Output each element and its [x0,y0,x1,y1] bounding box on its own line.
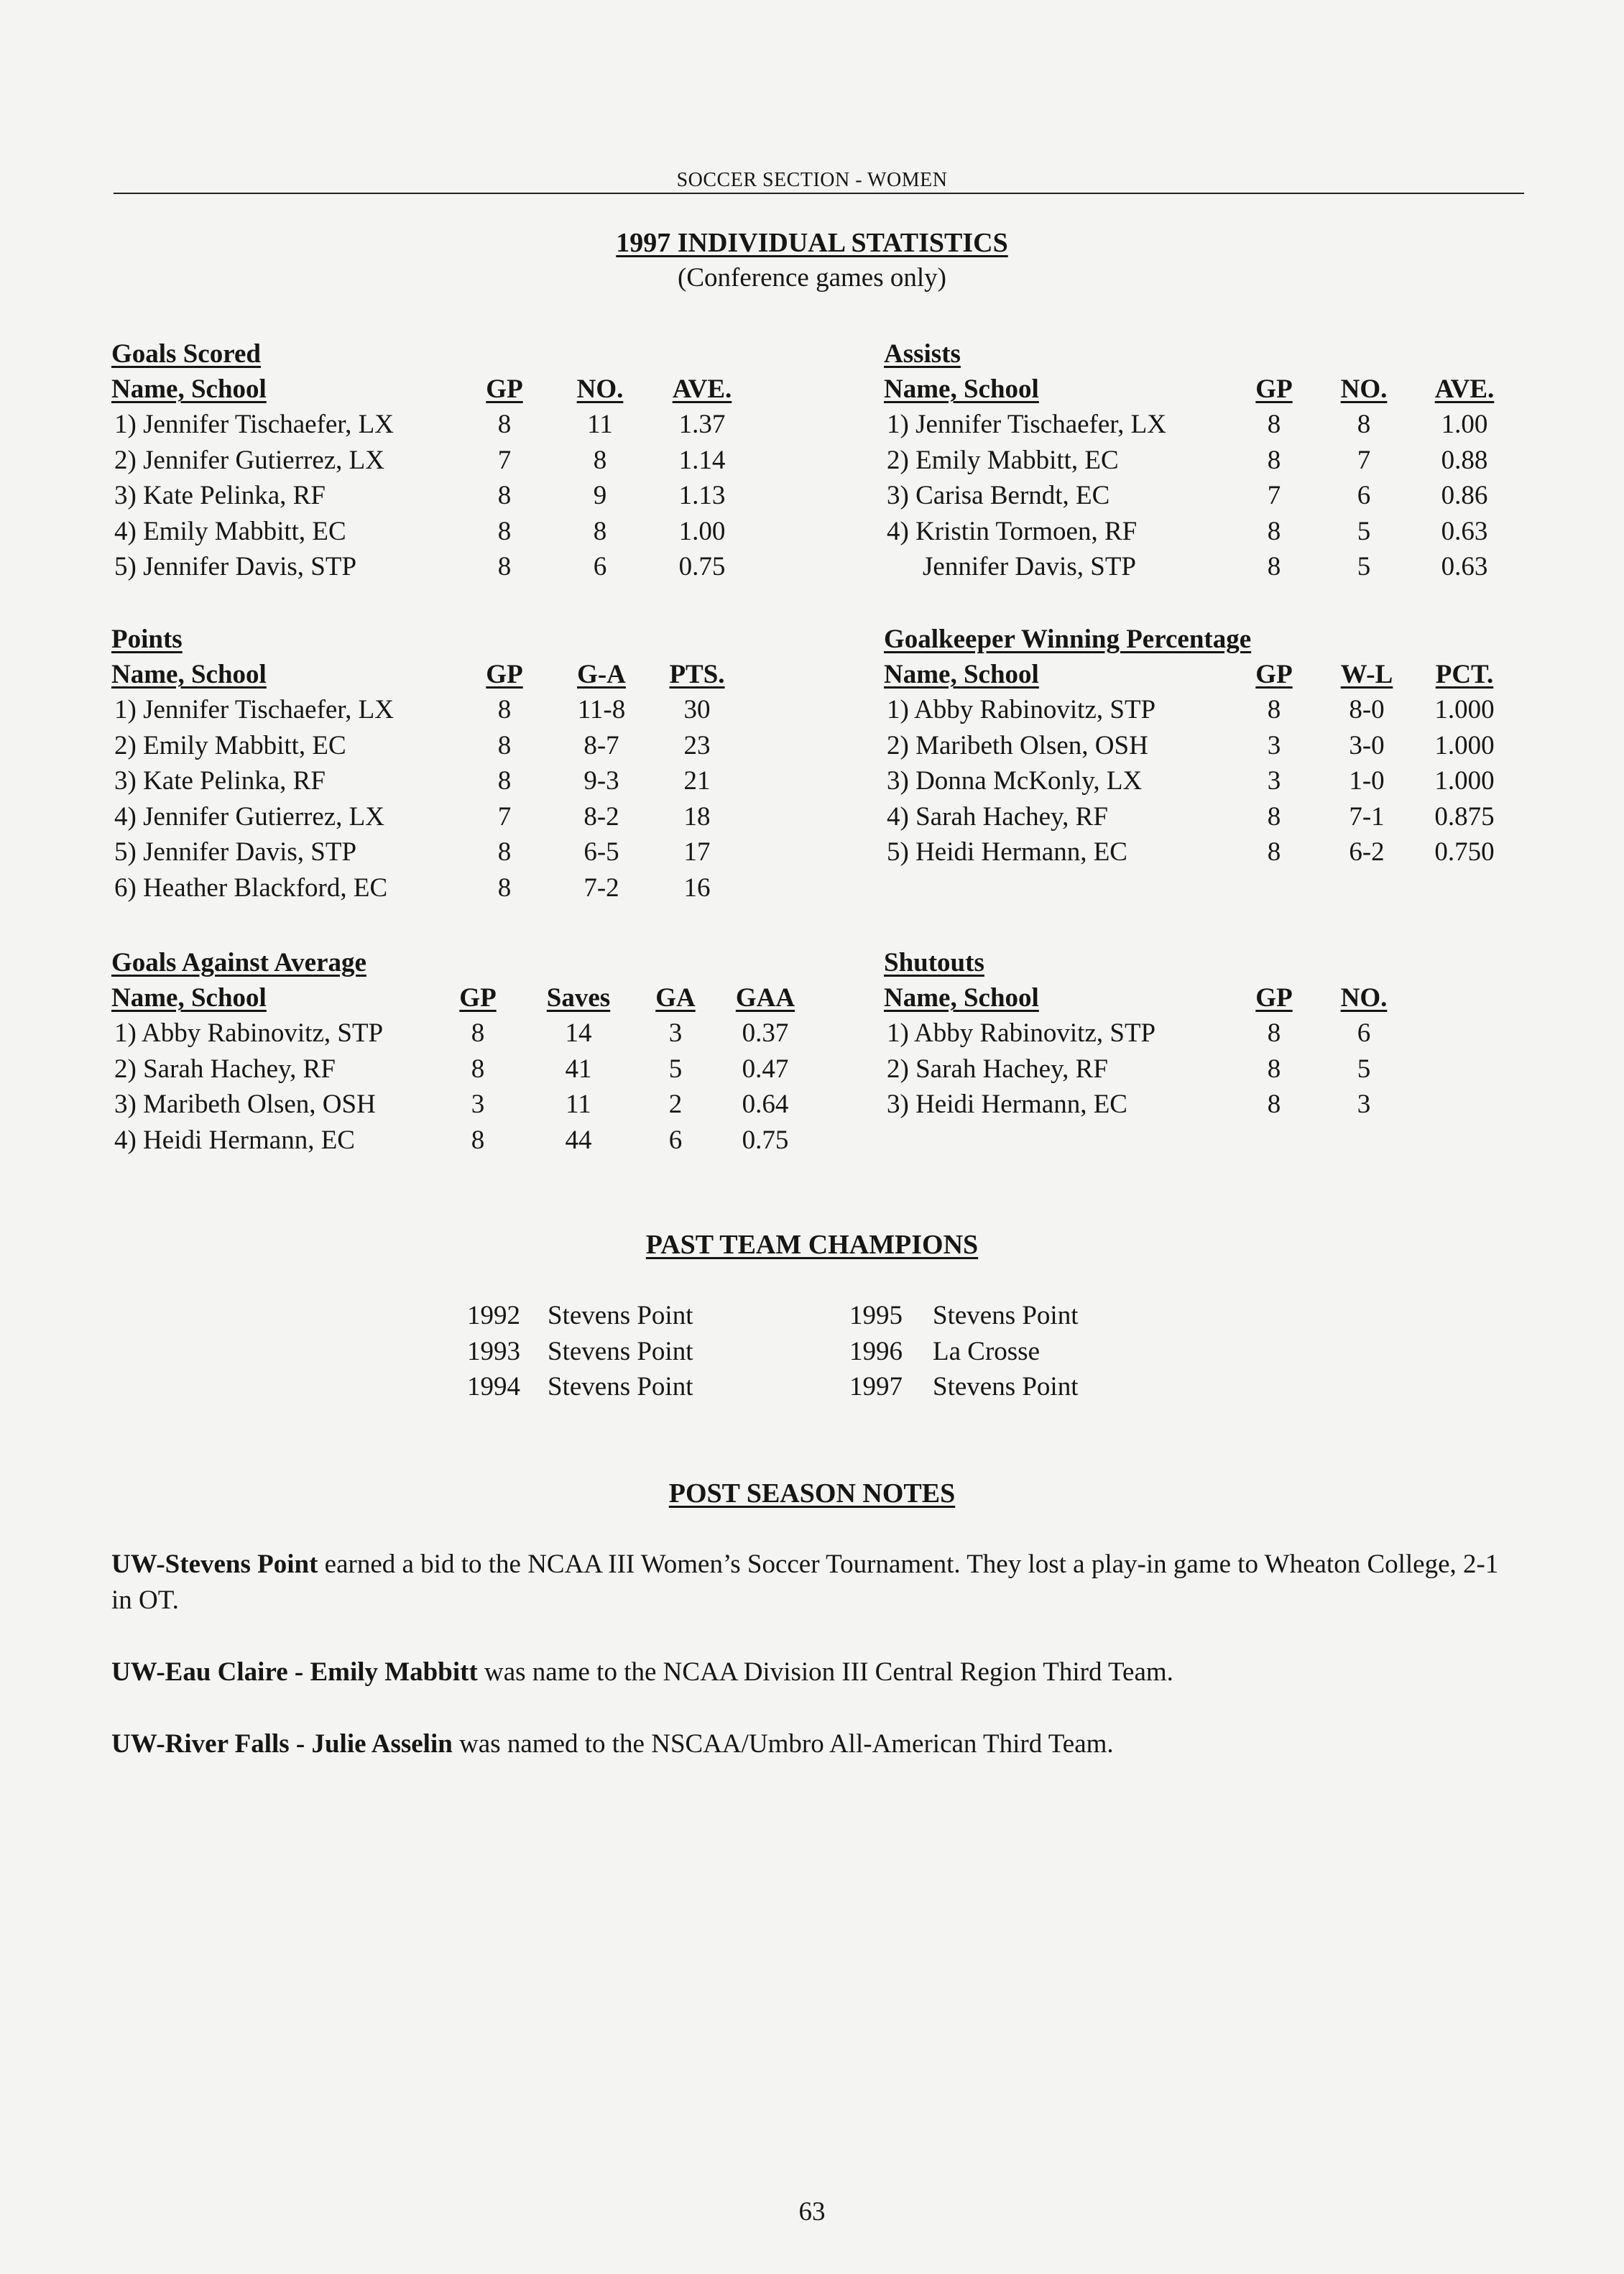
stat-cell: 6 [668,1125,683,1155]
column-header: GP [486,660,523,689]
stat-cell: 7-1 [1349,801,1385,832]
stat-cell: 1.000 [1434,766,1495,796]
pt-header-row [111,657,830,693]
as-section-title: Assists [884,339,961,369]
stat-cell: 1.37 [678,410,726,439]
column-header: GP [1255,660,1293,689]
table-row [884,834,1602,870]
player-name-cell: 2) Emily Mabbitt, EC [887,445,1119,475]
champion-team: Stevens Point [933,1372,1079,1401]
stat-cell: 8 [497,516,512,546]
stat-cell: 8 [471,1125,485,1155]
stat-cell: 0.47 [742,1054,789,1084]
table-row [111,407,830,443]
player-name-cell: 2) Sarah Hachey, RF [114,1054,336,1084]
champion-team: Stevens Point [548,1336,693,1366]
stat-cell: 17 [683,837,711,867]
stat-cell: 8 [593,516,607,546]
stat-cell: 5 [1357,516,1371,546]
stat-cell: 1.00 [1441,410,1488,439]
player-name-cell: 2) Maribeth Olsen, OSH [887,730,1148,760]
table-row [111,834,830,870]
player-name-cell: 3) Carisa Berndt, EC [887,481,1110,510]
column-header: GP [486,374,523,404]
champion-team: La Crosse [933,1336,1040,1366]
stat-cell: 8 [497,481,512,510]
champion-row [0,1298,1624,1334]
gk-header-row [884,657,1602,693]
stat-cell: 0.875 [1434,801,1495,832]
stat-cell: 3 [1267,766,1281,796]
table-row [111,1051,830,1087]
stat-cell: 0.88 [1441,445,1488,475]
table-row [884,692,1602,728]
stat-cell: 3 [1357,1090,1371,1119]
player-name-cell: 4) Jennifer Gutierrez, LX [114,801,384,832]
stat-cell: 0.86 [1441,481,1488,510]
stat-cell: 9 [593,481,607,510]
table-row [111,1087,830,1123]
table-row [111,1123,830,1159]
player-name-cell: 3) Heidi Hermann, EC [887,1090,1127,1119]
table-row [884,549,1602,585]
stat-cell: 8 [593,445,607,475]
stat-cell: 3 [668,1018,683,1048]
stat-cell: 1.000 [1434,695,1495,724]
table-row [111,514,830,550]
header-rule [114,193,1524,194]
champion-year: 1992 [467,1301,520,1330]
stat-cell: 6-5 [583,837,619,867]
player-name-cell: 1) Jennifer Tischaefer, LX [887,410,1166,439]
column-header: AVE. [672,374,732,404]
table-row [884,443,1602,479]
player-name-cell: 6) Heather Blackford, EC [114,873,388,903]
column-header: GP [1255,374,1293,404]
stat-cell: 8 [1357,410,1371,439]
stat-cell: 5 [1357,552,1371,581]
stat-cell: 8 [471,1018,485,1048]
post-season-title: POST SEASON NOTES [668,1478,956,1509]
player-name-cell: 3) Maribeth Olsen, OSH [114,1090,376,1119]
stat-cell: 3 [1267,730,1281,760]
gs-header-row [111,372,830,408]
player-name-cell: 1) Abby Rabinovitz, STP [887,695,1156,724]
stat-cell: 8 [1267,695,1281,724]
table-row [111,1016,830,1051]
stat-cell: 6 [593,552,607,581]
stat-cell: 8 [471,1054,485,1084]
player-name-cell: 1) Abby Rabinovitz, STP [114,1018,384,1048]
stat-cell: 23 [683,730,711,760]
player-name-cell: 5) Heidi Hermann, EC [887,837,1127,867]
stat-cell: 8 [1267,837,1281,867]
pt-section-title: Points [111,625,183,654]
player-name-cell: 4) Kristin Tormoen, RF [887,516,1138,546]
stat-cell: 3 [471,1090,485,1119]
note-subject: UW-River Falls - Julie Asselin [111,1729,453,1759]
player-name-cell: 2) Emily Mabbitt, EC [114,730,346,760]
so-header-row [884,980,1602,1016]
note-text: earned a bid to the NCAA III Women’s Soccer Tournament. They lost a play-in game to Wheaton College, 2-1 in OT. [111,1550,1499,1615]
champion-year: 1995 [849,1301,903,1330]
stat-cell: 6 [1357,1018,1371,1048]
stat-cell: 1-0 [1349,766,1385,796]
player-name-cell: 2) Sarah Hachey, RF [887,1054,1108,1084]
column-header: Name, School [884,374,1039,404]
column-header: Name, School [111,374,267,404]
stat-cell: 1.000 [1434,730,1495,760]
table-row [884,514,1602,550]
table-row [111,799,830,835]
stat-cell: 16 [683,873,711,903]
table-row [884,478,1602,514]
stat-cell: 8 [1267,801,1281,832]
player-name-cell: 4) Emily Mabbitt, EC [114,516,346,546]
player-name-cell: 2) Jennifer Gutierrez, LX [114,445,384,475]
ga-section-title: Goals Against Average [111,948,366,977]
table-row [884,1087,1602,1123]
stat-cell: 8-0 [1349,695,1385,724]
player-name-cell: 4) Sarah Hachey, RF [887,801,1108,832]
table-row [884,763,1602,799]
champion-team: Stevens Point [933,1301,1079,1330]
stat-cell: 8-2 [583,801,619,832]
page-subtitle: (Conference games only) [678,263,946,293]
stat-cell: 41 [565,1054,592,1084]
stat-cell: 0.63 [1441,516,1488,546]
stat-cell: 0.37 [742,1018,789,1048]
column-header: GP [459,983,497,1013]
table-row [111,870,830,906]
stat-cell: 0.750 [1434,837,1495,867]
column-header: PTS. [669,660,725,689]
stat-cell: 8 [1267,445,1281,475]
champion-team: Stevens Point [548,1301,693,1330]
stat-cell: 11-8 [577,695,626,724]
past-champions-title: PAST TEAM CHAMPIONS [645,1230,979,1260]
stat-cell: 7 [1357,445,1371,475]
stat-cell: 14 [565,1018,592,1048]
champion-row [0,1369,1624,1405]
column-header: NO. [1340,983,1388,1013]
stat-cell: 8 [497,766,512,796]
table-row [884,407,1602,443]
champion-year: 1996 [849,1336,903,1366]
stat-cell: 8 [1267,1090,1281,1119]
ga-header-row [111,980,830,1016]
column-header: GAA [735,983,795,1013]
stat-cell: 9-3 [583,766,619,796]
note-subject: UW-Eau Claire - Emily Mabbitt [111,1657,478,1687]
stat-cell: 8 [1267,410,1281,439]
stat-cell: 6-2 [1349,837,1385,867]
column-header: Saves [546,983,611,1013]
page-number: 63 [798,2197,826,2227]
player-name-cell: 1) Jennifer Tischaefer, LX [114,410,394,439]
stat-cell: 6 [1357,481,1371,510]
table-row [111,692,830,728]
stat-cell: 8 [497,552,512,581]
stat-cell: 7 [1267,481,1281,510]
stat-cell: 8 [497,837,512,867]
gk-section-title: Goalkeeper Winning Percentage [884,625,1252,654]
stat-cell: 7 [497,801,512,832]
column-header: PCT. [1435,660,1494,689]
column-header: NO. [1340,374,1388,404]
stat-cell: 1.13 [678,481,726,510]
player-name-cell: 5) Jennifer Davis, STP [114,552,357,581]
player-name-cell: 1) Abby Rabinovitz, STP [887,1018,1156,1048]
column-header: W-L [1340,660,1393,689]
stat-cell: 5 [668,1054,683,1084]
column-header: NO. [576,374,624,404]
champion-year: 1994 [467,1372,520,1401]
post-season-note [111,1654,1520,1690]
table-row [111,763,830,799]
gs-section-title: Goals Scored [111,339,261,369]
table-row [111,728,830,764]
table-row [111,478,830,514]
note-text: was named to the NSCAA/Umbro All-American Third Team. [452,1729,1114,1759]
table-row [884,799,1602,835]
stat-cell: 8 [497,695,512,724]
section-header: SOCCER SECTION - WOMEN [676,169,948,191]
post-season-note [111,1726,1520,1762]
column-header: G-A [577,660,626,689]
player-name-cell: 3) Kate Pelinka, RF [114,766,326,796]
player-name-cell: 1) Jennifer Tischaefer, LX [114,695,394,724]
stat-cell: 8 [1267,552,1281,581]
stat-cell: 11 [566,1090,591,1119]
champion-year: 1993 [467,1336,520,1366]
stat-cell: 3-0 [1349,730,1385,760]
column-header: AVE. [1434,374,1495,404]
as-header-row [884,372,1602,408]
champion-year: 1997 [849,1372,903,1401]
stat-cell: 8 [497,410,512,439]
player-name-cell: 3) Donna McKonly, LX [887,766,1143,796]
column-header: Name, School [111,983,267,1013]
table-row [884,1051,1602,1087]
stat-cell: 44 [565,1125,592,1155]
player-name-cell: 4) Heidi Hermann, EC [114,1125,355,1155]
table-row [884,728,1602,764]
stat-cell: 8 [1267,1018,1281,1048]
player-name-cell: 5) Jennifer Davis, STP [114,837,357,867]
stat-cell: 7 [497,445,512,475]
table-row [111,443,830,479]
player-name-cell: 3) Kate Pelinka, RF [114,481,326,510]
stat-cell: 8 [1267,1054,1281,1084]
champion-team: Stevens Point [548,1372,693,1401]
stat-cell: 7-2 [583,873,619,903]
stat-cell: 0.75 [678,552,726,581]
player-name-cell: Jennifer Davis, STP [923,552,1136,581]
page-title: 1997 INDIVIDUAL STATISTICS [616,228,1008,258]
column-header: Name, School [884,983,1039,1013]
stat-cell: 18 [683,801,711,832]
stat-cell: 8-7 [583,730,619,760]
stat-cell: 8 [497,730,512,760]
table-row [884,1016,1602,1051]
post-season-note [111,1547,1520,1619]
column-header: Name, School [884,660,1039,689]
stat-cell: 8 [1267,516,1281,546]
stat-cell: 11 [587,410,613,439]
stat-cell: 5 [1357,1054,1371,1084]
column-header: GA [655,983,696,1013]
stat-cell: 0.75 [742,1125,789,1155]
stat-cell: 30 [683,695,711,724]
stat-cell: 8 [497,873,512,903]
stat-cell: 0.63 [1441,552,1488,581]
stat-cell: 21 [683,766,711,796]
column-header: Name, School [111,660,267,689]
stat-cell: 1.00 [678,516,726,546]
so-section-title: Shutouts [884,948,984,977]
note-text: was name to the NCAA Division III Central Region Third Team. [477,1657,1173,1687]
stat-cell: 0.64 [742,1090,789,1119]
champion-row [0,1334,1624,1370]
table-row [111,549,830,585]
stat-cell: 1.14 [678,445,726,475]
stat-cell: 2 [668,1090,683,1119]
note-subject: UW-Stevens Point [111,1550,318,1579]
column-header: GP [1255,983,1293,1013]
